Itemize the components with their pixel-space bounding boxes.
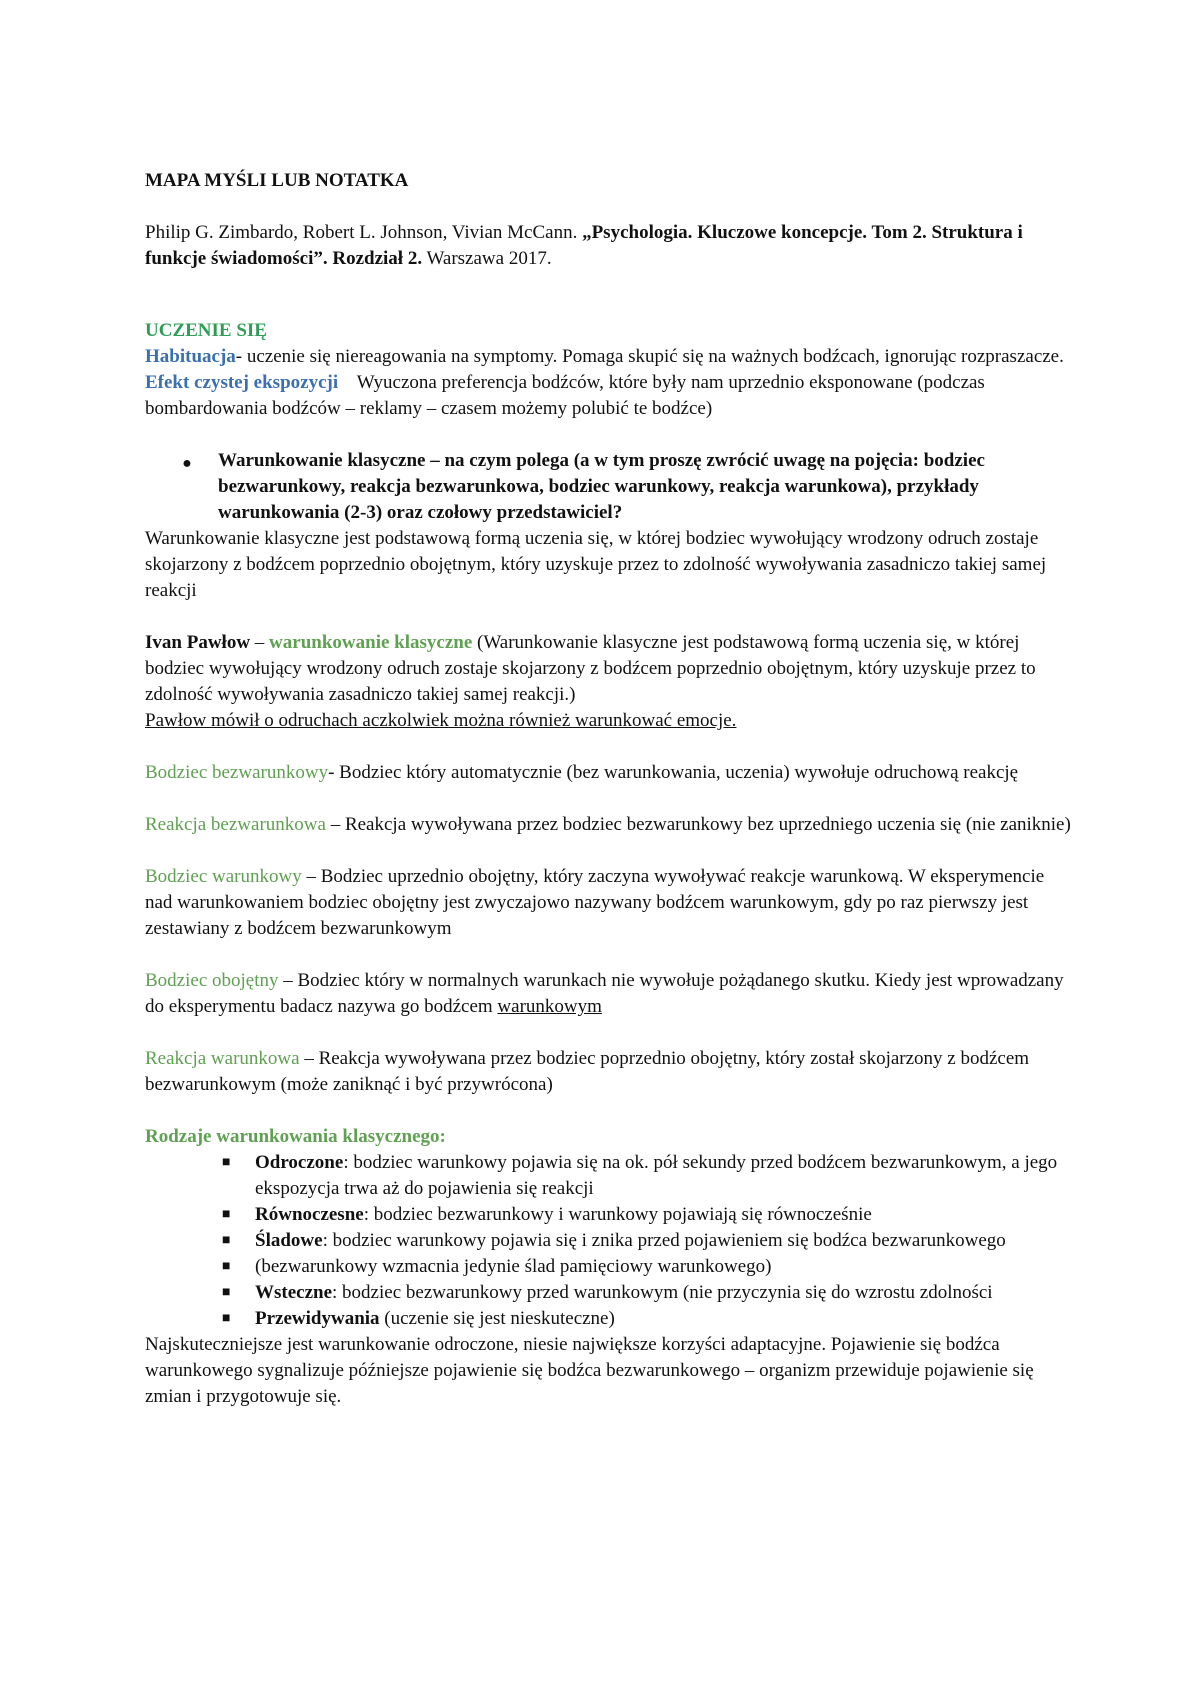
- list-item: [222, 1202, 1075, 1228]
- definition-paragraph: Warunkowanie klasyczne jest podstawową formą uczenia się, w której bodziec wywołujący wrodzony odruch zostaje skojarzony z bodźcem poprzednio obojętnym, który uzyskuje przez to zdolność wywoływania zasadniczo takiej samej reakcji: [145, 528, 1047, 601]
- list-item: [222, 1280, 1075, 1306]
- term-underlined: warunkowym: [497, 996, 602, 1017]
- section-heading: UCZENIE SIĘ: [145, 320, 267, 341]
- term-label: Reakcja warunkowa: [145, 1048, 300, 1069]
- term-label: Bodziec bezwarunkowy: [145, 762, 329, 783]
- bullet-question-text: Warunkowanie klasyczne – na czym polega (a w tym proszę zwrócić uwagę na pojęcia: bodziec bezwarunkowy, reakcja bezwarunkowa, bodziec warunkowy, reakcja warunkowa), przykłady warunkowania (2-3) oraz czołowy przedstawiciel?: [218, 450, 985, 523]
- type-text: (bezwarunkowy wzmacnia jedynie ślad pamięciowy warunkowego): [255, 1256, 772, 1277]
- bullet-dot-icon: ●: [182, 455, 192, 472]
- types-list: [145, 1150, 1075, 1332]
- term-text: – Bodziec uprzednio obojętny, który zaczyna wywoływać reakcje warunkową. W eksperymencie nad warunkowaniem bodziec obojętny jest zwyczajowo nazywany bodźcem warunkowym, gdy po raz pierwszy jest zestawiany z bodźcem bezwarunkowym: [145, 866, 1045, 939]
- pavlov-dash: –: [250, 632, 270, 653]
- document-body: [145, 168, 1075, 1410]
- square-bullet-icon: ■: [222, 1259, 231, 1274]
- term-paragraph: [145, 864, 1075, 942]
- type-label: Wsteczne: [255, 1282, 333, 1303]
- type-text: (uczenie się jest nieskuteczne): [379, 1308, 615, 1329]
- citation-work: „Psychologia. Kluczowe koncepcje. Tom 2. Struktura i funkcje świadomości”. Rozdział 2.: [145, 222, 1023, 269]
- term-text: – Reakcja wywoływana przez bodziec poprzednio obojętny, który został skojarzony z bodźcem bezwarunkowym (może zaniknąć i być przywrócona): [145, 1048, 1030, 1095]
- list-item: [222, 1254, 1075, 1280]
- list-item: [222, 1228, 1075, 1254]
- type-label: Śladowe: [255, 1230, 323, 1251]
- square-bullet-icon: ■: [222, 1285, 231, 1300]
- list-item: [222, 1306, 1075, 1332]
- pavlov-note: Pawłow mówił o odruchach aczkolwiek można również warunkować emocje.: [145, 710, 737, 731]
- citation-authors: Philip G. Zimbardo, Robert L. Johnson, Vivian McCann.: [145, 222, 583, 243]
- term-paragraph: [145, 760, 1075, 786]
- habituation-term: Habituacja: [145, 346, 236, 367]
- term-text: – Reakcja wywoływana przez bodziec bezwarunkowy bez uprzedniego uczenia się (nie zaniknie): [325, 814, 1071, 835]
- type-text: : bodziec bezwarunkowy przed warunkowym (nie przyczynia się do wzrostu zdolności: [332, 1282, 993, 1303]
- type-text: : bodziec warunkowy pojawia się i znika przed pojawieniem się bodźca bezwarunkowego: [322, 1230, 1006, 1251]
- square-bullet-icon: ■: [222, 1207, 231, 1222]
- summary-paragraph: Najskuteczniejsze jest warunkowanie odroczone, niesie największe korzyści adaptacyjne. Pojawienie się bodźca warunkowego sygnalizuje późniejsze pojawienie się bodźca bezwarunkowego – organizm przewiduje pojawienie się zmian i przygotowuje się.: [145, 1334, 1034, 1407]
- bullet-question-item: [145, 448, 1075, 526]
- citation-place-year: Warszawa 2017.: [422, 248, 552, 269]
- type-text: : bodziec bezwarunkowy i warunkowy pojawiają się równocześnie: [363, 1204, 872, 1225]
- pavlov-paragraph: [145, 630, 1075, 708]
- term-label: Bodziec warunkowy: [145, 866, 302, 887]
- square-bullet-icon: ■: [222, 1311, 231, 1326]
- term-paragraph: [145, 812, 1075, 838]
- type-label: Odroczone: [255, 1152, 344, 1173]
- list-item: [222, 1150, 1075, 1202]
- square-bullet-icon: ■: [222, 1233, 231, 1248]
- pavlov-text: (Warunkowanie klasyczne jest podstawową formą uczenia się, w której bodziec wywołujący wrodzony odruch zostaje skojarzony z bodźcem poprzednio obojętnym, który uzyskuje przez to zdolność wywoływania zasadniczo takiej samej reakcji.): [145, 632, 1036, 705]
- exposure-paragraph: [145, 370, 1075, 422]
- exposure-text: Wyuczona preferencja bodźców, które były nam uprzednio eksponowane (podczas bombardowania bodźców – reklamy – czasem możemy polubić te bodźce): [145, 372, 990, 419]
- term-label: Bodziec obojętny: [145, 970, 279, 991]
- term-paragraph: [145, 968, 1075, 1020]
- type-label: Przewidywania: [255, 1308, 380, 1329]
- habituation-text: - uczenie się niereagowania na symptomy. Pomaga skupić się na ważnych bodźcach, ignorując rozpraszacze.: [235, 346, 1064, 367]
- types-heading: Rodzaje warunkowania klasycznego:: [145, 1126, 446, 1147]
- page-title: MAPA MYŚLI LUB NOTATKA: [145, 170, 409, 191]
- pavlov-name: Ivan Pawłow: [145, 632, 251, 653]
- exposure-term: Efekt czystej ekspozycji: [145, 372, 339, 393]
- type-text: : bodziec warunkowy pojawia się na ok. pół sekundy przed bodźcem bezwarunkowym, a jego ekspozycja trwa aż do pojawienia się reakcji: [255, 1152, 1058, 1199]
- term-paragraph: [145, 1046, 1075, 1098]
- term-text: - Bodziec który automatycznie (bez warunkowania, uczenia) wywołuje odruchową reakcję: [328, 762, 1019, 783]
- square-bullet-icon: ■: [222, 1155, 231, 1170]
- habituation-paragraph: [145, 344, 1075, 370]
- pavlov-term: warunkowanie klasyczne: [269, 632, 473, 653]
- citation: [145, 220, 1075, 272]
- type-label: Równoczesne: [255, 1204, 364, 1225]
- term-text: – Bodziec który w normalnych warunkach nie wywołuje pożądanego skutku. Kiedy jest wprowadzany do eksperymentu badacz nazywa go bodźcem: [145, 970, 1064, 1017]
- term-label: Reakcja bezwarunkowa: [145, 814, 326, 835]
